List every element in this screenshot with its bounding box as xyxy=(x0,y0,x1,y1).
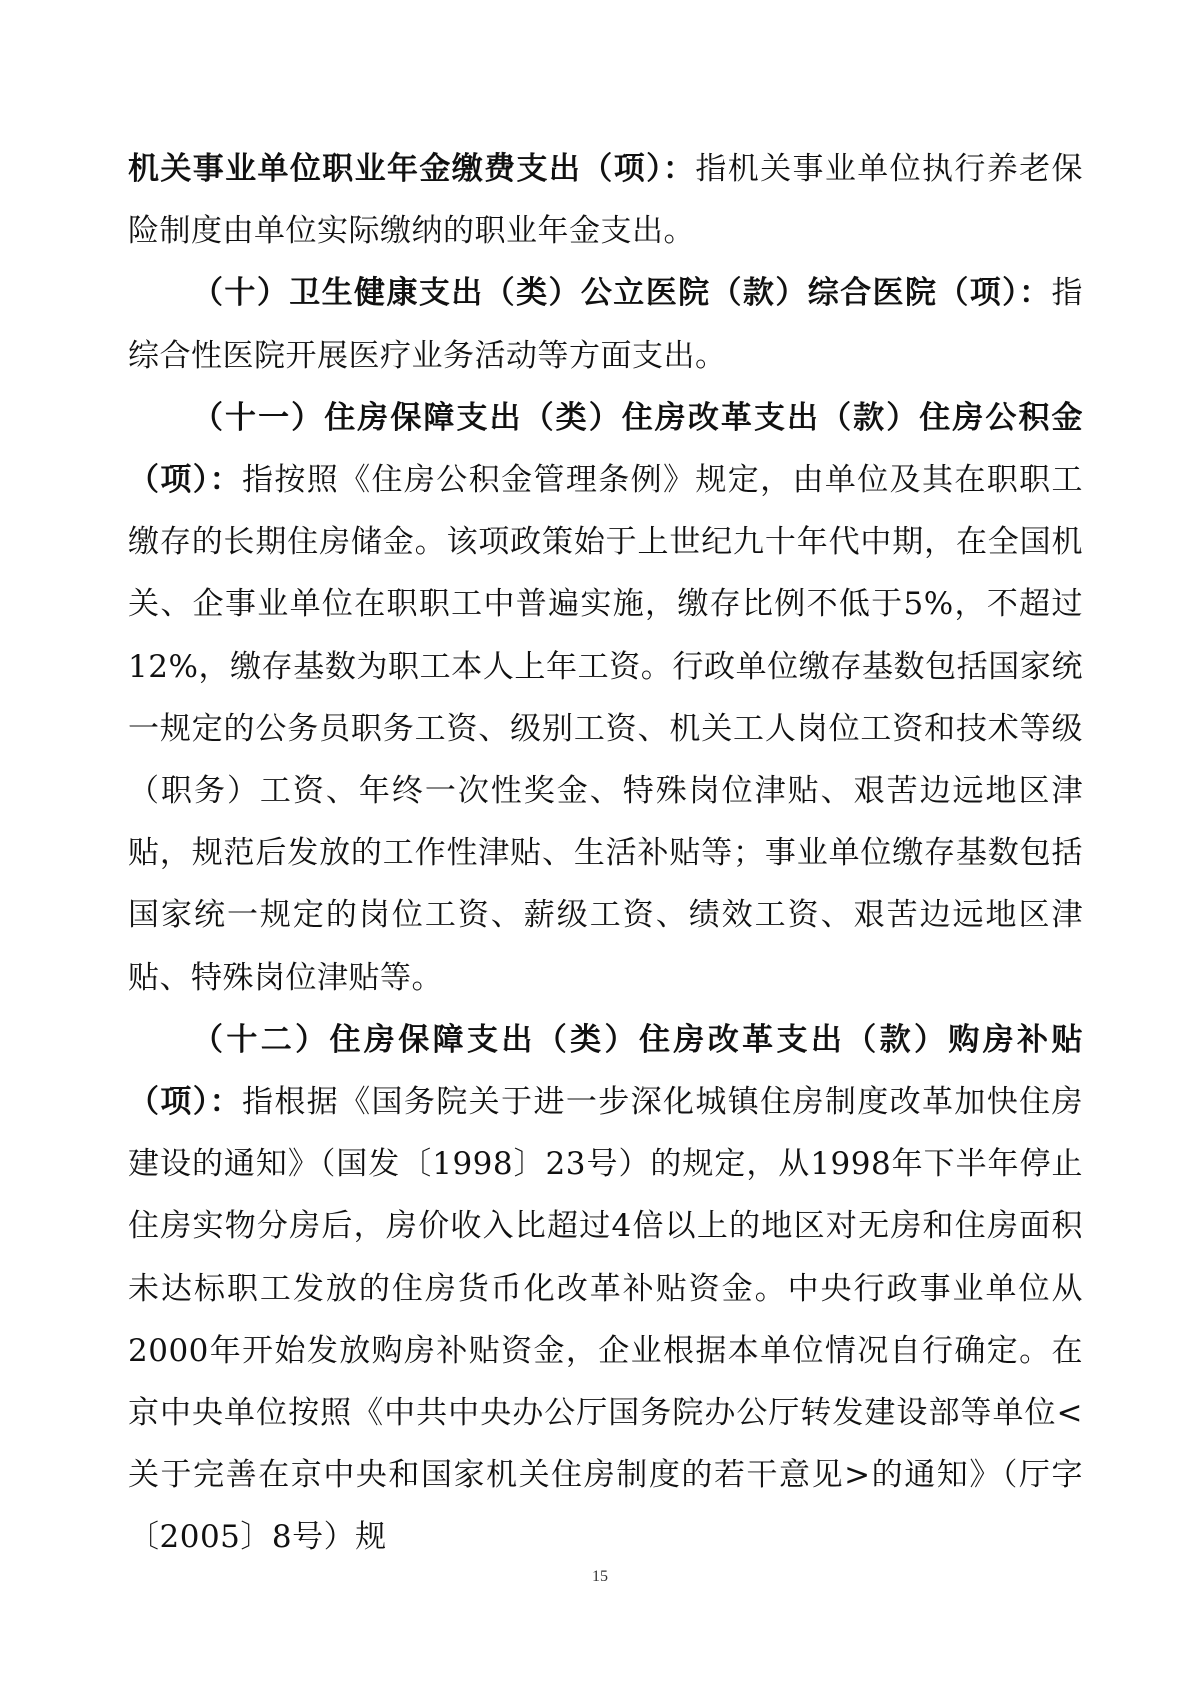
paragraph-text: 指综合性医院开展医疗业务活动等方面支出。 xyxy=(128,275,1083,374)
paragraph-housing-fund xyxy=(128,387,1083,1009)
paragraph-housing-subsidy xyxy=(128,1009,1083,1569)
paragraph-heading: 机关事业单位职业年金缴费支出（项）： xyxy=(128,151,696,187)
paragraph-text: 指按照《住房公积金管理条例》规定，由单位及其在职职工缴存的长期住房储金。该项政策始于上世纪九十年代中期，在全国机关、企事业单位在职职工中普遍实施，缴存比例不低于5%，不超过12%，缴存基数为职工本人上年工资。行政单位缴存基数包括国家统一规定的公务员职务工资、级别工资、机关工人岗位工资和技术等级（职务）工资、年终一次性奖金、特殊岗位津贴、艰苦边远地区津贴，规范后发放的工作性津贴、生活补贴等；事业单位缴存基数包括国家统一规定的岗位工资、薪级工资、绩效工资、艰苦边远地区津贴、特殊岗位津贴等。 xyxy=(128,462,1084,996)
page-number: 15 xyxy=(592,1568,608,1585)
paragraph-text: 指根据《国务院关于进一步深化城镇住房制度改革加快住房建设的通知》（国发〔1998〕23号）的规定，从1998年下半年停止住房实物分房后，房价收入比超过4倍以上的地区对无房和住房面积未达标职工发放的住房货币化改革补贴资金。中央行政事业单位从2000年开始发放购房补贴资金，企业根据本单位情况自行确定。在京中央单位按照《中共中央办公厅国务院办公厅转发建设部等单位<关于完善在京中央和国家机关住房制度的若干意见>的通知》（厅字〔2005〕8号）规 xyxy=(128,1084,1084,1556)
document-body xyxy=(128,138,1083,1569)
paragraph-occupational-annuity xyxy=(128,138,1083,262)
paragraph-heading: （十）卫生健康支出（类）公立医院（款）综合医院（项）： xyxy=(192,275,1052,312)
paragraph-text: 指机关事业单位执行养老保险制度由单位实际缴纳的职业年金支出。 xyxy=(128,151,1083,250)
paragraph-general-hospital xyxy=(128,262,1083,386)
paragraph-heading: （十一）住房保障支出（类）住房改革支出（款）住房公积金（项）： xyxy=(128,399,1083,499)
paragraph-heading: （十二）住房保障支出（类）住房改革支出（款）购房补贴（项）： xyxy=(128,1021,1083,1121)
